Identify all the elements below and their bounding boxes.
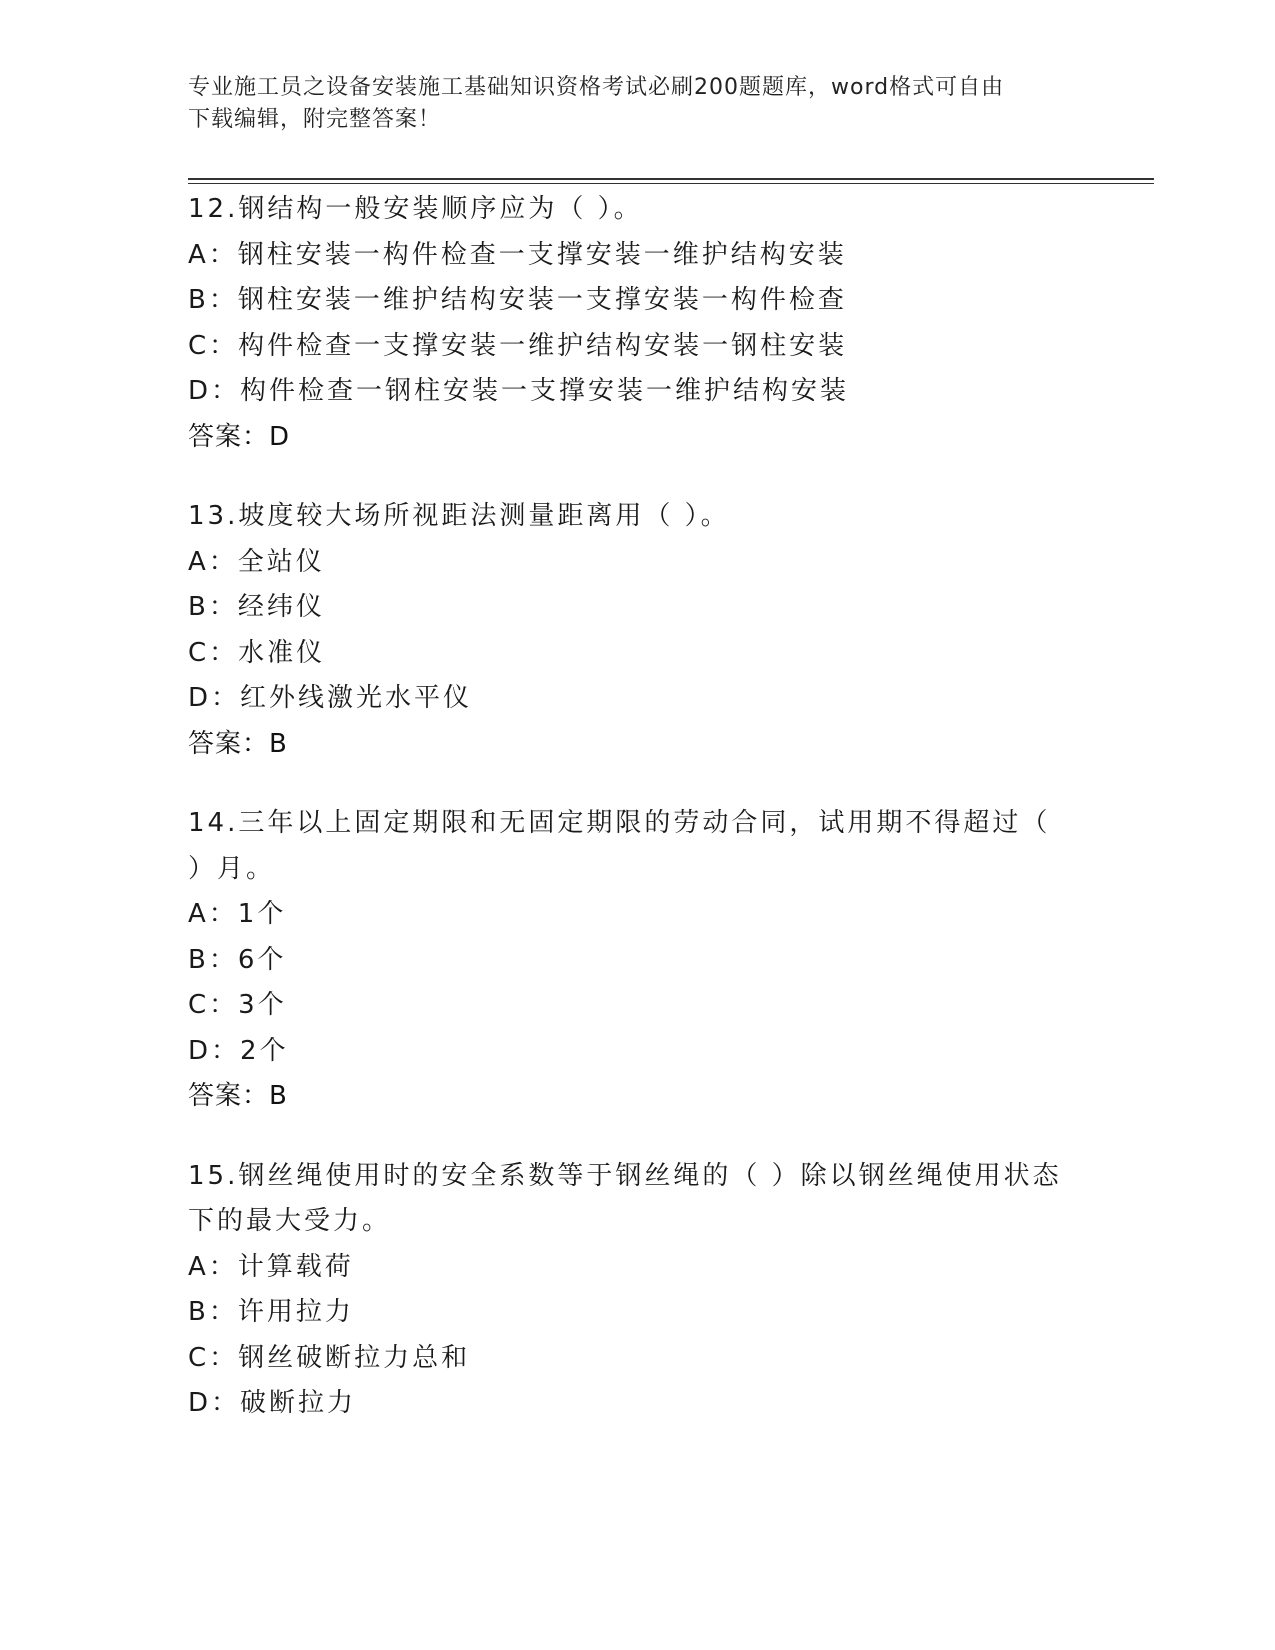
header-divider-thin [188,183,1154,184]
header-title-line-2: 下载编辑，附完整答案！ [188,107,442,132]
option-b: B：钢柱安装一维护结构安装一支撑安装一构件检查 [188,285,847,315]
question-stem: 13.坡度较大场所视距法测量距离用（ ）。 [188,501,730,531]
option-b: B：经纬仪 [188,592,325,622]
answer-line: 答案：B [188,1081,288,1111]
option-b: B：6个 [188,944,287,975]
question-stem-line-2: ）月。 [188,853,276,884]
question-15 [188,1154,1068,1427]
option-b: B：许用拉力 [188,1297,354,1327]
question-stem-line-2: 下的最大受力。 [188,1206,392,1236]
answer-line: 答案：B [188,728,288,759]
question-14 [188,801,1068,1120]
option-d: D：破断拉力 [188,1388,357,1418]
question-13 [188,494,1068,767]
question-12 [188,187,1068,460]
question-stem-line-1: 14.三年以上固定期限和无固定期限的劳动合同，试用期不得超过（ [188,808,1051,838]
option-d: D：红外线激光水平仪 [188,683,473,713]
option-c: C：水准仪 [188,637,326,668]
question-list [188,187,1068,1461]
document-header [188,72,1068,136]
option-d: D：2个 [188,1035,289,1066]
option-a: A：钢柱安装一构件检查一支撑安装一维护结构安装 [188,239,847,270]
answer-line: 答案：D [188,421,291,452]
header-title-line-1: 专业施工员之设备安装施工基础知识资格考试必刷200题题库，word格式可自由 [188,75,1005,100]
option-d: D：构件检查一钢柱安装一支撑安装一维护结构安装 [188,376,850,406]
question-stem-line-1: 15.钢丝绳使用时的安全系数等于钢丝绳的（ ）除以钢丝绳使用状态 [188,1160,1062,1191]
option-c: C：构件检查一支撑安装一维护结构安装一钢柱安装 [188,330,848,361]
option-c: C：钢丝破断拉力总和 [188,1342,471,1373]
option-a: A：1个 [188,899,287,929]
header-divider-thick [188,178,1154,180]
question-stem: 12.钢结构一般安装顺序应为（ ）。 [188,194,643,224]
option-c: C：3个 [188,990,287,1020]
option-a: A：全站仪 [188,546,325,577]
option-a: A：计算载荷 [188,1251,354,1282]
